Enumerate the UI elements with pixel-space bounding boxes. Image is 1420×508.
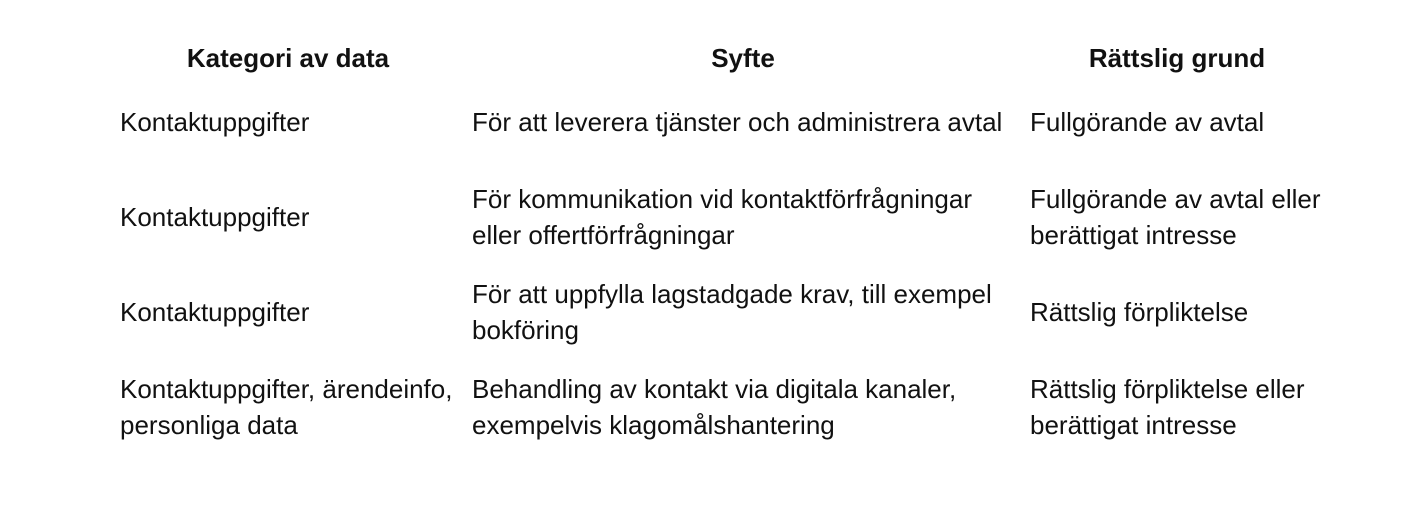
cell-legal-basis: Rättslig förpliktelse eller berättigat intresse <box>1030 374 1305 440</box>
cell-legal-basis: Rättslig förpliktelse <box>1030 297 1249 327</box>
table-row <box>112 162 1332 276</box>
cell-category: Kontaktuppgifter <box>120 107 310 137</box>
column-header-legal-basis: Rättslig grund <box>1088 43 1266 73</box>
data-processing-table-container <box>112 34 1332 466</box>
table-header-row <box>112 34 1332 86</box>
cell-purpose: För att leverera tjänster och administrera avtal <box>472 107 1003 137</box>
cell-category: Kontaktuppgifter <box>120 297 310 327</box>
table-row <box>112 86 1332 162</box>
table-row <box>112 352 1332 466</box>
cell-category: Kontaktuppgifter <box>120 202 310 232</box>
column-header-purpose: Syfte <box>711 43 775 73</box>
cell-purpose: För kommunikation vid kontaktförfrågningar eller offertförfrågningar <box>472 184 973 250</box>
cell-legal-basis: Fullgörande av avtal <box>1030 107 1265 137</box>
data-processing-table <box>112 34 1332 466</box>
column-header-category: Kategori av data <box>186 43 390 73</box>
cell-legal-basis: Fullgörande av avtal eller berättigat intresse <box>1030 184 1321 250</box>
cell-purpose: Behandling av kontakt via digitala kanaler, exempelvis klagomålshantering <box>472 374 957 440</box>
cell-category: Kontaktuppgifter, ärendeinfo, personliga data <box>120 374 453 440</box>
cell-purpose: För att uppfylla lagstadgade krav, till exempel bokföring <box>472 279 992 345</box>
table-row <box>112 276 1332 352</box>
